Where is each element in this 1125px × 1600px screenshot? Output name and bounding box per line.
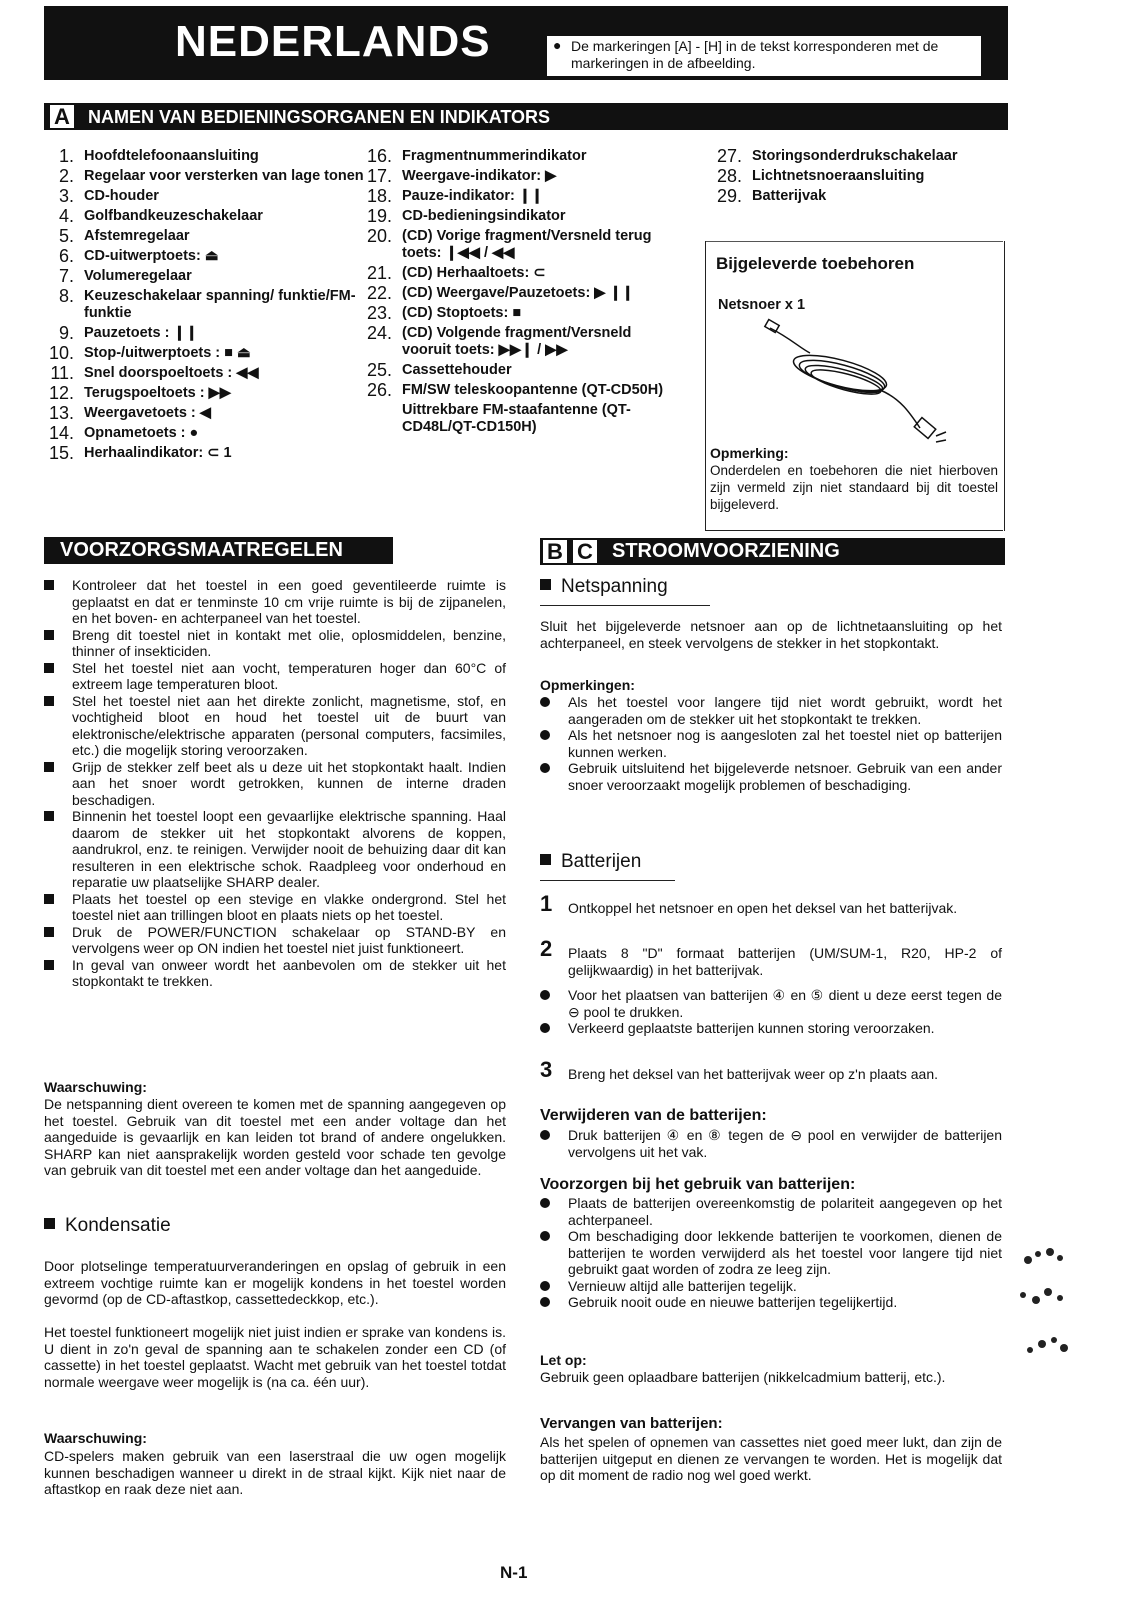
list-item: [44, 957, 506, 990]
bullet-icon: [540, 1130, 550, 1140]
control-item: [44, 325, 364, 342]
warning-title: Waarschuwing:: [44, 1079, 147, 1095]
list-item-text: Vernieuw altijd alle batterijen tegelijk.: [568, 1277, 797, 1294]
list-item: [540, 1228, 1002, 1278]
control-label: Stop-/uitwerptoets : ■ ⏏: [84, 345, 251, 361]
list-item-text: Druk batterijen ④ en ⑧ tegen de ⊖ pool en verwijder de batterijen vervolgens uit het vak.: [568, 1127, 1002, 1160]
control-number: 14.: [48, 423, 74, 443]
section-precautions-title: VOORZORGSMAATREGELEN: [60, 539, 343, 561]
control-item: [44, 208, 364, 225]
control-item: [44, 248, 364, 265]
list-item-text: Voor het plaatsen van batterijen ④ en ⑤ dient u deze eerst tegen de ⊖ pool te drukken.: [568, 987, 1002, 1020]
section-power-bar: [540, 538, 1005, 565]
bullet-icon: [540, 990, 550, 1000]
control-number: 1.: [58, 146, 74, 166]
precautions-list: [44, 577, 506, 990]
control-label: Weergave-indikator: ▶: [402, 168, 557, 184]
mains-heading: [540, 576, 668, 598]
list-item-text: In geval van onweer wordt het aanbevolen om de stekker uit het stopkontakt te trekken.: [72, 956, 506, 989]
square-bullet-icon: [540, 579, 551, 590]
controls-list-col1: [44, 148, 364, 465]
list-item-text: Verkeerd geplaatste batterijen kunnen storing veroorzaken.: [568, 1020, 935, 1036]
list-item: [44, 693, 506, 759]
control-item: [44, 188, 364, 205]
square-bullet-icon: [44, 811, 54, 821]
control-label: FM/SW teleskoopantenne (QT-CD50H): [402, 382, 664, 398]
scan-artifact-marks: [1008, 1240, 1078, 1380]
control-number: 19.: [366, 206, 392, 226]
control-label: Regelaar voor versterken van lage tonen: [84, 168, 364, 184]
list-item-text: Gebruik uitsluitend het bijgeleverde netsnoer. Gebruik van een ander snoer veroorzaakt mogelijk problemen of beschadiging.: [568, 760, 1002, 793]
control-item: [362, 208, 682, 225]
control-number: 21.: [366, 263, 392, 283]
square-bullet-icon: [44, 630, 54, 640]
control-item: [362, 362, 682, 379]
battery-step-1: [540, 891, 1002, 917]
control-label: Terugspoeltoets : ▶▶: [84, 385, 231, 401]
accessories-note-title: Opmerking:: [710, 445, 789, 461]
list-item: [44, 627, 506, 660]
controls-list-col3: [712, 148, 1012, 208]
control-item: [44, 385, 364, 402]
caution-text: Gebruik geen oplaadbare batterijen (nikkelcadmium batterij, etc.).: [540, 1369, 946, 1385]
control-label: Cassettehouder: [402, 362, 512, 378]
list-item-text: Stel het toestel niet aan vocht, temperaturen hoger dan 60°C of extreem lage temperaturen bloot.: [72, 659, 506, 692]
section-precautions-bar: [44, 537, 393, 564]
control-label: Storingsonderdrukschakelaar: [752, 148, 958, 164]
control-item: [44, 405, 364, 422]
bullet-icon: ●: [553, 37, 562, 53]
condensation-title: Kondensatie: [65, 1215, 171, 1236]
control-number: 2.: [58, 166, 74, 186]
control-item: [44, 148, 364, 165]
section-a-title: NAMEN VAN BEDIENINGSORGANEN EN INDIKATORS: [88, 107, 551, 127]
control-number: 9.: [58, 323, 74, 343]
list-item: [540, 727, 1002, 760]
bullet-icon: [540, 730, 550, 740]
step-text: Ontkoppel het netsnoer en open het deksel van het batterijvak.: [568, 900, 958, 916]
control-label: CD-bedieningsindikator: [402, 208, 566, 224]
control-label: (CD) Volgende fragment/Versneld vooruit toets: ▶▶❙ / ▶▶: [402, 325, 632, 358]
control-item: [362, 305, 682, 322]
control-number: 12.: [48, 383, 74, 403]
control-label: CD-houder: [84, 188, 159, 204]
condensation-p2: Het toestel funktioneert mogelijk niet juist indien er sprake van kondens is. U dient in zo'n geval de spanning aan te schakelen zonder een CD (of cassette) in het toestel geplaatst. Wacht met gebruik van het toestel totdat normale weergave weer mogelijk is (na ca. één uur).: [44, 1324, 506, 1390]
list-item: [540, 1278, 1002, 1295]
header-note: [547, 36, 981, 76]
control-number: 16.: [366, 146, 392, 166]
step-text: Plaats 8 "D" formaat batterijen (UM/SUM-1, R20, HP-2 of gelijkwaardig) in het batterijvak.: [568, 945, 1002, 978]
bullet-icon: [540, 1023, 550, 1033]
list-item-text: Om beschadiging door lekkende batterijen te voorkomen, dienen de batterijen te worden verwijderd als het toestel voor langere tijd niet gebruikt gaat worden of zodra ze leeg zijn.: [568, 1228, 1002, 1277]
list-item: [540, 987, 1002, 1020]
caution-title: Let op:: [540, 1352, 587, 1368]
mains-underline: [540, 605, 710, 606]
control-label: (CD) Herhaaltoets: ⊂: [402, 265, 546, 281]
list-item-text: Als het netsnoer nog is aangesloten zal het toestel niet op batterijen kunnen werken.: [568, 727, 1002, 760]
list-item: [44, 759, 506, 809]
remarks-title: Opmerkingen:: [540, 677, 635, 693]
control-label: Pauze-indikator: ❙❙: [402, 188, 544, 204]
control-item: [44, 228, 364, 245]
replace-batteries-text: Als het spelen of opnemen van cassettes niet goed meer lukt, dan zijn de batterijen uitgeput en dienen ze vervangen te worden. Het is mogelijk dat op dit moment de radio nog wel goed werkt.: [540, 1434, 1002, 1483]
step-number: 3: [540, 1057, 553, 1082]
control-number: 6.: [58, 246, 74, 266]
page-title: NEDERLANDS: [175, 17, 491, 66]
control-item: [44, 268, 364, 285]
replace-batteries-title: Vervangen van batterijen:: [540, 1415, 723, 1432]
control-number: 3.: [58, 186, 74, 206]
control-item: [362, 325, 682, 359]
list-item-text: Als het toestel voor langere tijd niet wordt gebruikt, wordt het aangeraden om de stekker uit het stopkontakt te trekken.: [568, 694, 1002, 727]
batteries-title: Batterijen: [561, 851, 642, 872]
list-item-text: Stel het toestel niet aan het direkte zonlicht, magnetisme, stof, en vochtigheid bloot en houd het toestel uit de buurt van elektronische/elektrische apparaten (personal computers, facsimiles, etc.) die mogelijk storing veroorzaken.: [72, 692, 506, 758]
bullet-icon: [540, 763, 550, 773]
control-item: [362, 228, 682, 262]
control-label: Hoofdtelefoonaansluiting: [84, 148, 259, 164]
list-item: [540, 1294, 1002, 1311]
control-number: 5.: [58, 226, 74, 246]
control-item: [44, 425, 364, 442]
control-item: [44, 345, 364, 362]
control-label: Volumeregelaar: [84, 268, 192, 284]
list-item: [44, 924, 506, 957]
control-item: [44, 288, 364, 322]
remove-batteries-list: [540, 1127, 1002, 1160]
control-number: 15.: [48, 443, 74, 463]
control-label: Snel doorspoeltoets : ◀◀: [84, 365, 259, 381]
battery-step-3: [540, 1057, 1002, 1083]
control-label: Lichtnetsnoeraansluiting: [752, 168, 925, 184]
control-item: [362, 148, 682, 165]
control-item: [362, 168, 682, 185]
power-cord-illustration: [760, 318, 960, 448]
battery-precautions-title: Voorzorgen bij het gebruik van batterijen:: [540, 1176, 856, 1193]
control-item: [712, 148, 1012, 165]
condensation-heading: [44, 1215, 171, 1237]
control-number: 17.: [366, 166, 392, 186]
section-power-title: STROOMVOORZIENING: [612, 540, 840, 562]
header-note-text: De markeringen [A] - [H] in de tekst korresponderen met de markeringen in de afbeelding.: [571, 38, 939, 71]
control-label: (CD) Weergave/Pauzetoets: ▶ ❙❙: [402, 285, 634, 301]
square-bullet-icon: [44, 663, 54, 673]
bullet-icon: [540, 1198, 550, 1208]
list-item-text: Plaats het toestel op een stevige en vlakke ondergrond. Stel het toestel niet aan trillingen bloot en plaats niets op het toestel.: [72, 890, 506, 923]
accessories-title: Bijgeleverde toebehoren: [716, 254, 915, 273]
square-bullet-icon: [44, 960, 54, 970]
list-item: [44, 808, 506, 891]
section-b-badge: B: [543, 540, 567, 563]
step-number: 1: [540, 891, 553, 916]
square-bullet-icon: [44, 927, 54, 937]
bullet-icon: [540, 1281, 550, 1291]
square-bullet-icon: [44, 762, 54, 772]
control-number: 25.: [366, 360, 392, 380]
control-number: 8.: [58, 286, 74, 306]
control-label: Fragmentnummerindikator: [402, 148, 587, 164]
control-number: 23.: [366, 303, 392, 323]
warning-text: De netspanning dient overeen te komen met de spanning aangegeven op het toestel. Gebruik van dit toestel met een ander voltage dan het aangeduide is gevaarlijk en kan leiden tot brand of andere ongelukken. SHARP kan niet aansprakelijk worden gesteld voor schade ten gevolge van gebruik van dit toestel met een ander voltage dan het aangeduide.: [44, 1096, 506, 1178]
square-bullet-icon: [44, 894, 54, 904]
square-bullet-icon: [44, 696, 54, 706]
list-item-text: Gebruik nooit oude en nieuwe batterijen tegelijkertijd.: [568, 1294, 898, 1310]
control-number: 27.: [716, 146, 742, 166]
list-item: [540, 1020, 1002, 1037]
control-label: Herhaalindikator: ⊂ 1: [84, 445, 232, 461]
laser-warning-title: Waarschuwing:: [44, 1430, 147, 1446]
accessories-item: Netsnoer x 1: [718, 297, 806, 313]
list-item: [540, 1195, 1002, 1228]
control-item: [362, 285, 682, 302]
control-number: 11.: [50, 363, 74, 383]
control-item: [362, 188, 682, 205]
control-item: [362, 382, 682, 399]
control-label: (CD) Stoptoets: ■: [402, 305, 522, 321]
control-number: 28.: [716, 166, 742, 186]
control-label: Keuzeschakelaar spanning/ funktie/FM-funktie: [84, 288, 356, 321]
control-number: 10.: [48, 343, 74, 363]
control-label: Batterijvak: [752, 188, 827, 204]
controls-list-col2: [362, 148, 682, 439]
control-item: [44, 445, 364, 462]
list-item-text: Breng dit toestel niet in kontakt met olie, oplosmiddelen, benzine, thinner of insekticiden.: [72, 626, 506, 659]
control-item: [44, 365, 364, 382]
list-item: [540, 694, 1002, 727]
list-item: [44, 660, 506, 693]
control-item: [712, 188, 1012, 205]
battery-step-2: [540, 936, 1002, 978]
laser-warning-text: CD-spelers maken gebruik van een laserstraal die uw ogen mogelijk kunnen beschadigen wanneer u direkt in de straal kijkt. Kijk niet naar de aftastkop en raak deze niet aan.: [44, 1448, 506, 1497]
control-label: Weergavetoets : ◀: [84, 405, 211, 421]
battery-precautions-list: [540, 1195, 1002, 1311]
control-label: Opnametoets : ●: [84, 425, 199, 441]
accessories-box-bottom: [705, 530, 1003, 531]
condensation-p1: Door plotselinge temperatuurveranderingen en opslag of gebruik in een extreem vochtige ruimte kan er mogelijk kondens in het toestel worden gevormd (op de CD-aftastkop, cassettedeckkop, etc.).: [44, 1258, 506, 1307]
list-item-text: Grijp de stekker zelf beet als u deze uit het stopkontakt haalt. Indien aan het snoer wordt getrokken, kunnen de interne draden beschadigen.: [72, 758, 506, 808]
mains-text: Sluit het bijgeleverde netsnoer aan op de lichtnetaansluiting op het achterpaneel, en steek vervolgens de stekker in het stopkontakt.: [540, 618, 1002, 651]
control-label: Pauzetoets : ❙❙: [84, 325, 198, 341]
page-number: N-1: [500, 1563, 528, 1582]
remove-batteries-title: Verwijderen van de batterijen:: [540, 1107, 767, 1124]
bullet-icon: [540, 1297, 550, 1307]
batteries-underline: [540, 880, 675, 881]
control-item: [362, 402, 682, 436]
control-item: [44, 168, 364, 185]
remarks-list: [540, 694, 1002, 793]
list-item-text: Binnenin het toestel loopt een gevaarlijke elektrische spanning. Haal daarom de stekker uit het stopkontakt alvorens de koppen, aandrukrol, enz. te reinigen. Verwijder nooit de behuizing daar dit kan resulteren in een elektrische schok. Raadpleeg voor onderhoud en reparatie uw plaatselijke SHARP dealer.: [72, 808, 506, 890]
bullet-icon: [540, 697, 550, 707]
accessories-note-text: Onderdelen en toebehoren die niet hierboven zijn vermeld zijn niet standaard bij dit toestel bijgeleverd.: [710, 463, 998, 512]
control-number: 20.: [366, 226, 392, 246]
bullet-icon: [540, 1231, 550, 1241]
section-a-badge: A: [50, 105, 74, 128]
list-item: [44, 577, 506, 627]
square-bullet-icon: [44, 580, 54, 590]
control-number: 26.: [366, 380, 392, 400]
list-item-text: Kontroleer dat het toestel in een goed geventileerde ruimte is geplaatst en dat er tenminste 10 cm vrije ruimte is bij de zijpanelen, en het boven- en achterpaneel van het toestel.: [72, 577, 506, 626]
control-item: [712, 168, 1012, 185]
control-label: Uittrekbare FM-staafantenne (QT-CD48L/QT-CD150H): [402, 402, 631, 435]
control-label: (CD) Vorige fragment/Versneld terug toets: ❙◀◀ / ◀◀: [402, 228, 652, 261]
list-item: [44, 891, 506, 924]
control-number: 13.: [48, 403, 74, 423]
control-number: 4.: [58, 206, 74, 226]
step-number: 2: [540, 936, 553, 961]
square-bullet-icon: [44, 1218, 55, 1229]
control-number: 18.: [366, 186, 392, 206]
control-number: 29.: [716, 186, 742, 206]
control-number: 24.: [366, 323, 392, 343]
step-2-notes: [540, 987, 1002, 1037]
control-label: CD-uitwerptoets: ⏏: [84, 248, 219, 264]
list-item: [540, 760, 1002, 793]
control-item: [362, 265, 682, 282]
list-item: [540, 1127, 1002, 1160]
control-label: Golfbandkeuzeschakelaar: [84, 208, 263, 224]
control-number: 22.: [366, 283, 392, 303]
square-bullet-icon: [540, 854, 551, 865]
list-item-text: Plaats de batterijen overeenkomstig de polariteit aangegeven op het achterpaneel.: [568, 1195, 1002, 1228]
control-number: 7.: [58, 266, 74, 286]
mains-title: Netspanning: [561, 576, 668, 597]
step-text: Breng het deksel van het batterijvak weer op z'n plaats aan.: [568, 1066, 939, 1082]
batteries-heading: [540, 851, 641, 873]
list-item-text: Druk de POWER/FUNCTION schakelaar op STAND-BY en vervolgens weer op ON indien het toestel niet juist funktioneert.: [72, 923, 506, 956]
control-label: Afstemregelaar: [84, 228, 190, 244]
section-c-badge: C: [573, 540, 597, 563]
